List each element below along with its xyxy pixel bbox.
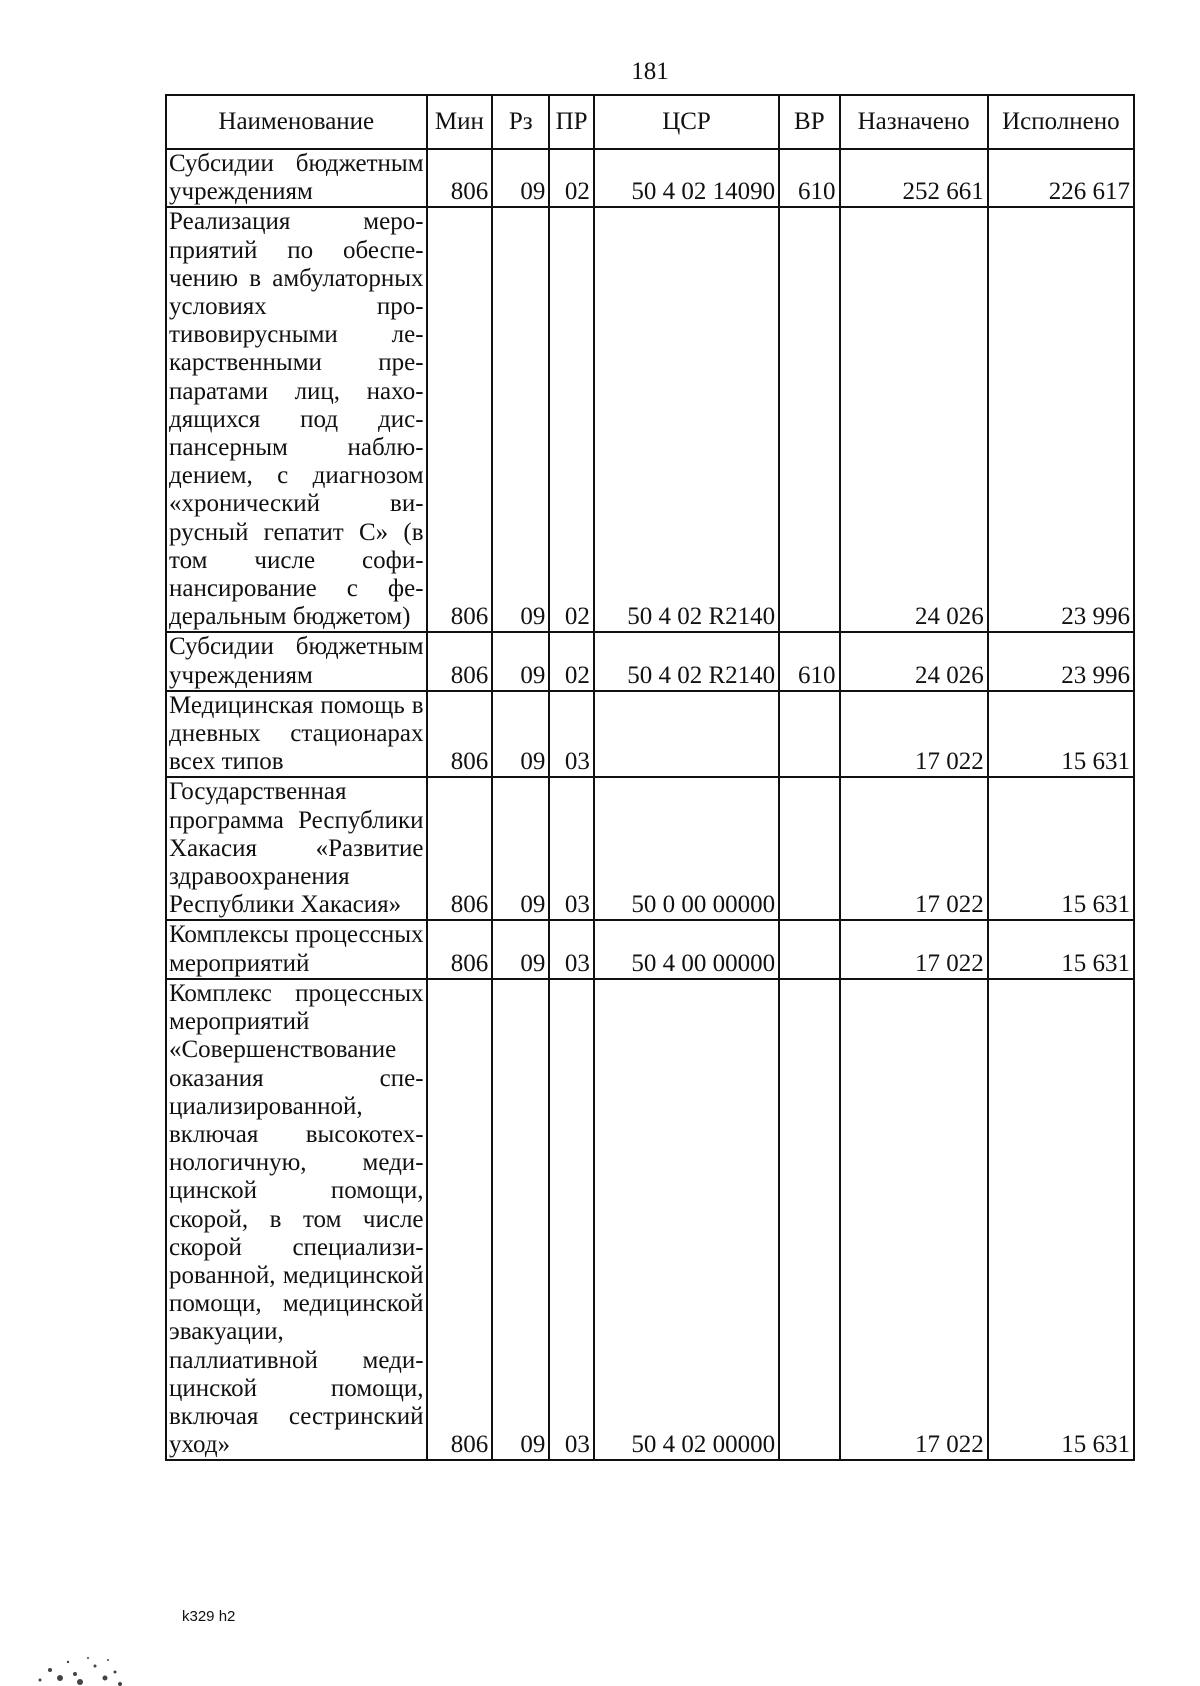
row-rz: 09 — [492, 632, 549, 690]
row-name: Комплексы процессных мероприятий — [166, 920, 427, 978]
footer-code: k329 h2 — [182, 1608, 236, 1625]
row-rz: 09 — [492, 979, 549, 1460]
row-pr: 02 — [549, 632, 593, 690]
row-csr: 50 0 00 00000 — [594, 777, 779, 920]
table-row — [166, 207, 1134, 632]
row-assigned: 17 022 — [840, 691, 988, 778]
header-pr: ПР — [549, 95, 593, 149]
row-name: Медицинская помощь в дневных стационарах всех типов — [166, 691, 427, 778]
row-rz: 09 — [492, 149, 549, 207]
row-executed: 226 617 — [988, 149, 1134, 207]
row-executed: 23 996 — [988, 632, 1134, 690]
row-csr: 50 4 02 00000 — [594, 979, 779, 1460]
table-row — [166, 149, 1134, 207]
row-csr: 50 4 02 R2140 — [594, 207, 779, 632]
table-row — [166, 979, 1134, 1460]
row-executed: 15 631 — [988, 979, 1134, 1460]
row-assigned: 24 026 — [840, 207, 988, 632]
row-vr — [779, 920, 839, 978]
row-min: 806 — [427, 691, 493, 778]
row-vr — [779, 979, 839, 1460]
header-executed: Исполнено — [988, 95, 1134, 149]
row-rz: 09 — [492, 777, 549, 920]
row-pr: 02 — [549, 149, 593, 207]
row-assigned: 24 026 — [840, 632, 988, 690]
row-pr: 03 — [549, 920, 593, 978]
row-vr — [779, 691, 839, 778]
row-vr — [779, 207, 839, 632]
table-row — [166, 920, 1134, 978]
row-assigned: 252 661 — [840, 149, 988, 207]
header-vr: ВР — [779, 95, 839, 149]
row-assigned: 17 022 — [840, 777, 988, 920]
header-rz: Рз — [492, 95, 549, 149]
row-pr: 03 — [549, 691, 593, 778]
row-vr: 610 — [779, 149, 839, 207]
table-header-row — [166, 95, 1134, 149]
row-min: 806 — [427, 777, 493, 920]
row-executed: 23 996 — [988, 207, 1134, 632]
row-min: 806 — [427, 149, 493, 207]
header-csr: ЦСР — [594, 95, 779, 149]
row-name: Субсидии бюджетным учреждениям — [166, 632, 427, 690]
row-assigned: 17 022 — [840, 979, 988, 1460]
table-row — [166, 632, 1134, 690]
row-pr: 02 — [549, 207, 593, 632]
header-min: Мин — [427, 95, 493, 149]
scan-noise-mark — [20, 1600, 140, 1686]
row-name: Комплекс процессных мероприятий «Совершенствование оказания специализированной, включая высокотехнологичную, медицинской помощи, скорой, в том числе скорой специализированной, медицинской помощи, медицинской эвакуации, паллиативной медицинской помощи, включая сестринский уход» — [166, 979, 427, 1460]
row-vr: 610 — [779, 632, 839, 690]
page-number: 181 — [631, 58, 669, 85]
table-row — [166, 691, 1134, 778]
header-assigned: Назначено — [840, 95, 988, 149]
budget-table — [165, 94, 1135, 1461]
row-csr — [594, 691, 779, 778]
row-pr: 03 — [549, 979, 593, 1460]
row-vr — [779, 777, 839, 920]
row-min: 806 — [427, 632, 493, 690]
row-executed: 15 631 — [988, 920, 1134, 978]
row-csr: 50 4 02 14090 — [594, 149, 779, 207]
header-name: Наименование — [166, 95, 427, 149]
row-rz: 09 — [492, 207, 549, 632]
row-name: Реализация мероприятий по обеспечению в амбулаторных условиях противовирусными лекарственными препаратами лиц, находящихся под диспансерным наблюдением, с диагнозом «хронический вирусный гепатит С» (в том числе софинансирование с федеральным бюджетом) — [166, 207, 427, 632]
row-pr: 03 — [549, 777, 593, 920]
row-rz: 09 — [492, 920, 549, 978]
row-executed: 15 631 — [988, 691, 1134, 778]
row-csr: 50 4 02 R2140 — [594, 632, 779, 690]
row-csr: 50 4 00 00000 — [594, 920, 779, 978]
row-rz: 09 — [492, 691, 549, 778]
row-min: 806 — [427, 920, 493, 978]
row-assigned: 17 022 — [840, 920, 988, 978]
row-executed: 15 631 — [988, 777, 1134, 920]
row-min: 806 — [427, 979, 493, 1460]
table-row — [166, 777, 1134, 920]
row-name: Государственная программа Республики Хакасия «Развитие здравоохранения Республики Хакасия» — [166, 777, 427, 920]
row-min: 806 — [427, 207, 493, 632]
row-name: Субсидии бюджетным учреждениям — [166, 149, 427, 207]
